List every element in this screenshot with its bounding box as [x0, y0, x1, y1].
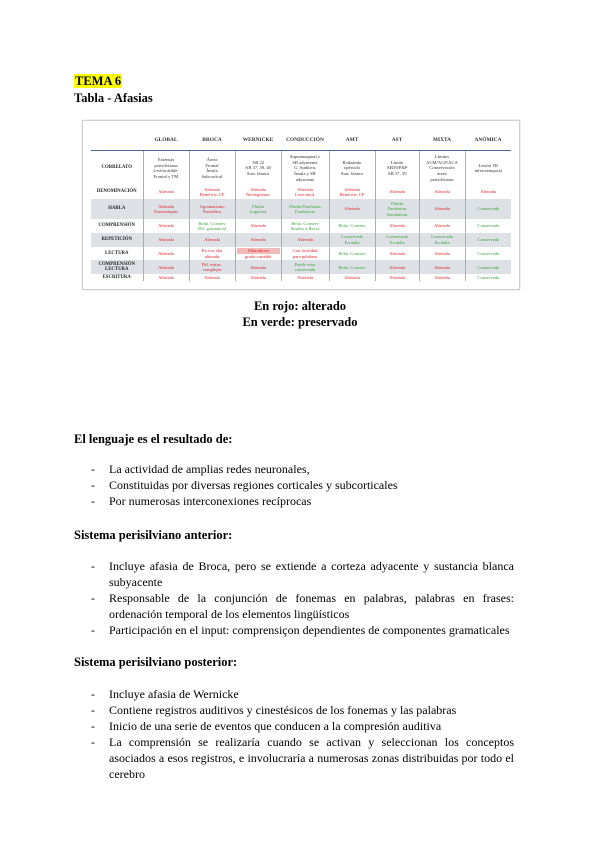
table-cell — [143, 260, 189, 274]
column-header: CONDUCCIÓN — [281, 130, 329, 151]
table-cell — [465, 233, 511, 247]
cell-text: Leve-mod. — [294, 192, 316, 198]
section-title-posterior: Sistema perisilviano posterior: — [74, 655, 238, 669]
table-row — [91, 151, 511, 186]
cell-text: Semánticas — [386, 212, 408, 217]
table-cell — [189, 199, 235, 220]
column-header: MIXTA — [419, 130, 465, 151]
cell-text: Alterada — [158, 274, 174, 280]
table-cell — [329, 199, 375, 220]
section-title-lenguaje: El lenguaje es el resultado de: — [74, 432, 233, 446]
table-cell — [329, 233, 375, 247]
cell-text: Ínsula y SB — [294, 170, 316, 176]
cell-text: Extensas — [157, 156, 175, 162]
table-corner-header — [91, 130, 143, 151]
cell-text: Conservada — [386, 234, 408, 240]
cell-text: Fluida — [252, 203, 264, 209]
cell-text: Alterada — [434, 250, 450, 256]
table-cell — [419, 185, 465, 199]
table-row — [91, 199, 511, 220]
cell-text: Alterada — [158, 203, 174, 209]
cell-text: Límite — [390, 159, 404, 165]
cell-text: Fonémicas — [295, 209, 315, 215]
list-item: - La actividad de amplias redes neuronales, — [91, 462, 310, 476]
table-cell — [189, 233, 235, 247]
cell-text: Alterada — [434, 189, 450, 195]
cell-text: Conservada — [341, 234, 363, 240]
table-cell — [375, 260, 419, 274]
cell-text: Relat. Conserv — [291, 220, 319, 226]
cell-text: para palabras — [292, 253, 318, 259]
row-header: HABLA — [91, 199, 143, 220]
list-item: - Contiene registros auditivos y cinestésicos de los fonemas y las palabras — [91, 703, 457, 717]
list-item: - Participación en el input: comprensiçon dependientes de componentes gramaticales — [91, 623, 510, 637]
cell-text: Ínsula — [206, 168, 218, 174]
row-header: DENOMINACIÓN — [96, 189, 137, 195]
document-subtitle: Tabla - Afasias — [74, 91, 153, 105]
cell-text: Sust. blanca — [340, 170, 364, 176]
cell-text: Agramatismo — [199, 203, 225, 209]
table-cell — [143, 233, 189, 247]
cell-text: Relat. Conserv — [338, 223, 366, 229]
table-cell — [329, 274, 375, 281]
table-cell — [235, 247, 281, 261]
table-cell — [375, 219, 419, 233]
cell-text: Fluida Parafasias — [289, 203, 321, 209]
row-header: LECTURA — [105, 250, 129, 256]
table-cell — [329, 151, 375, 186]
table-cell — [465, 247, 511, 261]
table-cell — [465, 199, 511, 220]
row-header: COMPRENSIÓN LECTURA — [91, 260, 143, 274]
heading-block — [74, 72, 153, 106]
table-cell — [235, 260, 281, 274]
table-cell — [235, 185, 281, 199]
cell-text: Ecolalia — [434, 239, 450, 245]
cell-text: Alterada — [250, 274, 266, 280]
column-header: BROCA — [189, 130, 235, 151]
cell-text: Alterada — [434, 206, 450, 212]
cell-text: Conservada — [477, 223, 500, 229]
table-row — [91, 260, 511, 274]
table-cell — [375, 199, 419, 220]
table-cell — [281, 274, 329, 281]
cell-text: Alterada — [297, 274, 313, 280]
table-cell — [189, 185, 235, 199]
table-cell — [235, 219, 281, 233]
cell-text: Alterada — [480, 189, 497, 195]
cell-text: Similar a Broca — [290, 226, 320, 232]
table-cell — [419, 274, 465, 281]
cell-text: Conservación — [429, 165, 455, 171]
cell-text: Estereotipias — [154, 209, 178, 215]
cell-text: Alterada — [434, 264, 450, 270]
table-cell — [189, 274, 235, 281]
cell-text: Alterada — [297, 186, 313, 192]
cell-text: Alterada en — [237, 248, 280, 254]
cell-text: Alterada — [344, 206, 360, 212]
row-header: COMPRENSIÓN — [98, 223, 135, 229]
cell-text: áreas — [437, 170, 447, 176]
cell-text: AB 22 — [251, 159, 265, 165]
cell-text: opérculo — [343, 165, 361, 171]
table-cell — [281, 247, 329, 261]
cell-text: Alterada — [204, 186, 220, 192]
cell-text: SB adyacente — [292, 159, 318, 165]
cell-text: complejas — [202, 267, 222, 273]
cell-text: Frontal y TM — [153, 173, 179, 179]
cell-text: AB 37, 39 — [387, 170, 407, 176]
cell-text: Alterada — [158, 223, 174, 229]
cell-text: Alterada — [250, 223, 266, 229]
table-cell — [189, 219, 235, 233]
cell-text: Ecolalia — [344, 239, 360, 245]
cell-text: alterada — [204, 253, 220, 259]
column-header: WERNICKE — [235, 130, 281, 151]
table-cell — [189, 247, 235, 261]
column-header: AMT — [329, 130, 375, 151]
cell-text: Conservada — [431, 234, 453, 240]
table-cell — [235, 199, 281, 220]
table-cell — [235, 274, 281, 281]
cell-text: Relat. Conserv — [198, 220, 226, 226]
cell-text: Puede estar — [294, 261, 316, 267]
cell-text: grado variable — [244, 253, 272, 259]
cell-text: Parafasias — [387, 206, 407, 212]
table-cell — [375, 151, 419, 186]
table-cell — [281, 219, 329, 233]
table-cell — [189, 260, 235, 274]
cell-text: Conservada — [477, 274, 500, 280]
cell-text: En voz alta — [201, 248, 223, 254]
cell-text: AB 37, 39, 40 — [245, 165, 271, 171]
cell-text: Ecolalia — [389, 239, 405, 245]
list-item: - Inicio de una serie de eventos que conducen a la compresión auditiva — [91, 719, 442, 733]
cell-text: Conservada — [477, 250, 500, 256]
table-row — [91, 274, 511, 281]
cell-text: Dif. gramatical — [198, 226, 226, 232]
list-item: - Incluye afasia de Wernicke — [91, 687, 239, 701]
cell-text: Alterada — [158, 237, 174, 243]
cell-text: Conservada — [477, 264, 500, 270]
table-cell — [419, 233, 465, 247]
cell-text: Conservada — [477, 206, 500, 212]
table-cell — [419, 199, 465, 220]
table-cell — [143, 247, 189, 261]
legend-red: En rojo: alterado — [253, 299, 347, 313]
cell-text: Alterada — [250, 264, 266, 270]
row-header: REPETICIÓN — [91, 233, 143, 247]
table-row — [91, 247, 511, 261]
table-cell — [281, 199, 329, 220]
table-cell — [329, 219, 375, 233]
table-cell — [465, 219, 511, 233]
list-item: - Por numerosas interconexiones recíprocas — [91, 494, 312, 508]
table-cell — [281, 260, 329, 274]
cell-text: Alterada — [204, 274, 220, 280]
cell-text: G. Auditiva, — [293, 165, 317, 171]
cell-text: Alterada — [434, 274, 450, 280]
table-cell — [375, 247, 419, 261]
cell-text: Beneficio CF — [339, 192, 365, 198]
cell-text: Alterada — [344, 274, 360, 280]
cell-text: Alterada — [297, 237, 313, 243]
table-cell — [375, 274, 419, 281]
cell-text: AB39/P&P — [386, 165, 408, 171]
cell-text: Lesión doble: — [153, 168, 179, 174]
table-cell — [419, 260, 465, 274]
table-cell — [235, 151, 281, 186]
cell-text: Relat. Conserv — [338, 250, 366, 256]
cell-text: Áreas — [206, 156, 218, 162]
cell-text: perisilvianas — [154, 162, 178, 168]
cell-text: Beneficio CF — [199, 192, 225, 198]
cell-text: Alterada — [434, 223, 450, 229]
cell-text: Fluida — [391, 200, 403, 206]
table-cell — [235, 233, 281, 247]
table-cell — [419, 151, 465, 186]
column-header: ANÓMICA — [465, 130, 511, 151]
table-cell — [465, 260, 511, 274]
table-row — [91, 233, 511, 247]
list-item: - Constituidas por diversas regiones corticales y subcorticales — [91, 478, 398, 492]
list-item: - Incluye afasia de Broca, pero se extiende a corteza adyacente y sustancia blanca subyacente — [91, 559, 514, 589]
cell-text: Alterada — [250, 186, 266, 192]
cell-text: ACM/ACP/ACA — [426, 159, 458, 165]
table-cell — [143, 274, 189, 281]
table-cell — [143, 151, 189, 186]
cell-text: Conservada — [477, 237, 500, 243]
cell-text: Alterada — [389, 223, 405, 229]
table-cell — [375, 233, 419, 247]
cell-text: inferotemporal — [474, 168, 502, 174]
list-item: - La comprensión se realizaría cuando se activan y seleccionan los conceptos asociados a esos registros, e involucraría a numerosas zonas distribuidas por todo el cerebro — [91, 735, 514, 781]
row-header: ESCRITURA — [102, 274, 131, 280]
cell-text: perisilvianas — [430, 176, 454, 182]
cell-text: Dif. estruc. — [201, 261, 223, 267]
table-cell — [143, 185, 189, 199]
cell-text: Alterada — [204, 237, 220, 243]
list-item: - Responsable de la conjunción de fonemas en palabras, palabras en frases: ordenación temporal de los elementos lingüísticos — [91, 591, 514, 621]
section-title-anterior: Sistema perisilviano anterior: — [74, 528, 233, 542]
table-cell — [465, 151, 511, 186]
cell-text: Alterada — [389, 189, 405, 195]
cell-text: Subcortical — [201, 173, 223, 179]
cell-text: Lesión TB — [478, 162, 498, 168]
table-header-row — [91, 130, 511, 151]
table-row — [91, 219, 511, 233]
cell-text: Prosódica — [202, 209, 222, 215]
table-cell — [375, 185, 419, 199]
cell-text: Alterada — [158, 189, 174, 195]
column-header: GLOBAL — [143, 130, 189, 151]
topic-title: TEMA 6 — [75, 74, 122, 88]
table-cell — [281, 185, 329, 199]
table-cell — [419, 219, 465, 233]
table-cell — [329, 247, 375, 261]
cell-text: Relat. Conserv — [338, 264, 366, 270]
legend-green: En verde: preservado — [242, 315, 358, 329]
cell-text: Alterada — [389, 264, 405, 270]
cell-text: Límites — [434, 154, 450, 160]
cell-text: Logorrea — [249, 209, 267, 215]
cell-text: Sust. blanca — [246, 170, 270, 176]
section-list-lenguaje — [74, 461, 514, 509]
row-header: CORRELATO — [101, 165, 132, 171]
cell-text: Alterada — [158, 264, 174, 270]
cell-text: Alterada — [158, 250, 174, 256]
table-cell — [281, 233, 329, 247]
cell-text: Alterada — [344, 186, 360, 192]
table-cell — [329, 185, 375, 199]
table-cell — [281, 151, 329, 186]
cell-text: conservada — [294, 267, 316, 273]
aphasia-table-image — [82, 120, 520, 290]
table-cell — [329, 260, 375, 274]
cell-text: Rodeando — [342, 159, 362, 165]
table-cell — [465, 185, 511, 199]
column-header: AST — [375, 130, 419, 151]
section-list-posterior — [74, 686, 514, 782]
table-row — [91, 185, 511, 199]
table-cell — [189, 151, 235, 186]
cell-text: Supramarginal y — [289, 154, 321, 160]
cell-text: adyacente — [295, 176, 315, 182]
table-cell — [143, 199, 189, 220]
cell-text: Frontal — [205, 162, 219, 168]
cell-text: Alterada — [389, 250, 405, 256]
section-list-anterior — [74, 558, 514, 638]
cell-text: Neologismos — [245, 192, 271, 198]
cell-text: Alterada — [250, 237, 266, 243]
table-cell — [419, 247, 465, 261]
table-cell — [143, 219, 189, 233]
cell-text: Con facilidad — [292, 248, 318, 254]
cell-text: Alterada — [389, 274, 405, 280]
aphasia-table — [91, 130, 511, 281]
table-cell — [465, 274, 511, 281]
